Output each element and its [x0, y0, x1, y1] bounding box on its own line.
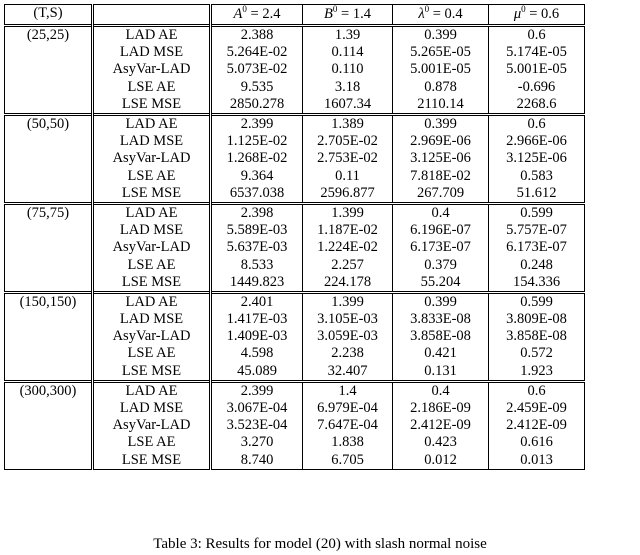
cell-param-lambda: 5.265E-05 — [393, 44, 489, 61]
cell-ts — [5, 79, 93, 96]
table-row — [5, 79, 585, 96]
cell-estimator: AsyVar-LAD — [93, 150, 211, 167]
cell-param-lambda: 0.379 — [393, 256, 489, 273]
cell-estimator: AsyVar-LAD — [93, 417, 211, 434]
table-row — [5, 434, 585, 451]
cell-ts — [5, 328, 93, 345]
cell-param-mu: 0.6 — [489, 381, 585, 400]
table-row — [5, 203, 585, 222]
table-row — [5, 61, 585, 78]
table-row — [5, 114, 585, 133]
cell-ts — [5, 400, 93, 417]
cell-param-a: 2.399 — [211, 381, 303, 400]
cell-param-a: 1.417E-03 — [211, 311, 303, 328]
cell-param-a: 5.589E-03 — [211, 222, 303, 239]
cell-estimator: AsyVar-LAD — [93, 61, 211, 78]
cell-ts — [5, 417, 93, 434]
table-row — [5, 44, 585, 61]
cell-param-lambda: 3.125E-06 — [393, 150, 489, 167]
cell-estimator: LSE AE — [93, 345, 211, 362]
cell-ts — [5, 452, 93, 470]
table-row — [5, 185, 585, 204]
cell-ts — [5, 434, 93, 451]
cell-param-b: 1.39 — [303, 26, 393, 45]
cell-param-lambda: 5.001E-05 — [393, 61, 489, 78]
cell-param-mu: 0.583 — [489, 168, 585, 185]
header-row — [5, 5, 585, 26]
cell-param-b: 3.105E-03 — [303, 311, 393, 328]
cell-ts — [5, 256, 93, 273]
cell-estimator: LAD MSE — [93, 222, 211, 239]
cell-param-a: 5.637E-03 — [211, 239, 303, 256]
cell-param-lambda: 2.186E-09 — [393, 400, 489, 417]
cell-param-lambda: 0.4 — [393, 381, 489, 400]
cell-estimator: LSE AE — [93, 434, 211, 451]
cell-ts — [5, 133, 93, 150]
cell-param-mu: 1.923 — [489, 363, 585, 382]
table-row — [5, 96, 585, 115]
cell-estimator: LSE MSE — [93, 96, 211, 115]
cell-param-a: 2.398 — [211, 203, 303, 222]
table-row — [5, 274, 585, 293]
cell-param-lambda: 7.818E-02 — [393, 168, 489, 185]
cell-param-mu: 5.001E-05 — [489, 61, 585, 78]
cell-ts — [5, 150, 93, 167]
table-row — [5, 311, 585, 328]
cell-param-lambda: 0.399 — [393, 292, 489, 311]
cell-param-lambda: 0.4 — [393, 203, 489, 222]
cell-param-a: 4.598 — [211, 345, 303, 362]
cell-param-mu: 2.966E-06 — [489, 133, 585, 150]
cell-param-b: 6.705 — [303, 452, 393, 470]
table-body — [5, 26, 585, 470]
cell-param-b: 2.238 — [303, 345, 393, 362]
cell-estimator: AsyVar-LAD — [93, 328, 211, 345]
table-row — [5, 256, 585, 273]
results-table — [4, 4, 585, 470]
table-row — [5, 133, 585, 150]
cell-param-b: 3.18 — [303, 79, 393, 96]
cell-param-mu: 2268.6 — [489, 96, 585, 115]
cell-ts: (300,300) — [5, 381, 93, 400]
cell-param-b: 1.399 — [303, 292, 393, 311]
cell-param-b: 1.187E-02 — [303, 222, 393, 239]
cell-param-mu: 3.125E-06 — [489, 150, 585, 167]
cell-param-lambda: 0.012 — [393, 452, 489, 470]
cell-param-a: 8.740 — [211, 452, 303, 470]
cell-estimator: LAD AE — [93, 114, 211, 133]
cell-param-mu: 154.336 — [489, 274, 585, 293]
cell-estimator: LAD MSE — [93, 44, 211, 61]
cell-param-mu: 3.858E-08 — [489, 328, 585, 345]
cell-estimator: LSE MSE — [93, 363, 211, 382]
cell-param-mu: 0.248 — [489, 256, 585, 273]
cell-param-a: 2.388 — [211, 26, 303, 45]
cell-param-b: 2596.877 — [303, 185, 393, 204]
cell-param-lambda: 267.709 — [393, 185, 489, 204]
cell-param-b: 2.753E-02 — [303, 150, 393, 167]
cell-ts — [5, 363, 93, 382]
cell-estimator: LAD MSE — [93, 133, 211, 150]
cell-param-a: 1.125E-02 — [211, 133, 303, 150]
cell-param-a: 1.268E-02 — [211, 150, 303, 167]
cell-param-mu: 0.572 — [489, 345, 585, 362]
cell-param-mu: 5.757E-07 — [489, 222, 585, 239]
cell-param-a: 2850.278 — [211, 96, 303, 115]
table-row — [5, 345, 585, 362]
cell-ts — [5, 345, 93, 362]
cell-param-mu: 0.616 — [489, 434, 585, 451]
cell-param-mu: 5.174E-05 — [489, 44, 585, 61]
table-row — [5, 363, 585, 382]
cell-ts: (150,150) — [5, 292, 93, 311]
cell-param-lambda: 2110.14 — [393, 96, 489, 115]
cell-param-b: 0.110 — [303, 61, 393, 78]
cell-param-lambda: 0.878 — [393, 79, 489, 96]
cell-estimator: LSE AE — [93, 256, 211, 273]
cell-param-b: 7.647E-04 — [303, 417, 393, 434]
cell-ts — [5, 96, 93, 115]
cell-param-lambda: 6.196E-07 — [393, 222, 489, 239]
cell-ts — [5, 311, 93, 328]
cell-param-lambda: 0.399 — [393, 26, 489, 45]
table-row — [5, 239, 585, 256]
cell-param-mu: 0.6 — [489, 26, 585, 45]
cell-estimator: LSE MSE — [93, 185, 211, 204]
cell-param-a: 9.364 — [211, 168, 303, 185]
cell-ts — [5, 61, 93, 78]
cell-param-a: 2.399 — [211, 114, 303, 133]
cell-param-b: 0.114 — [303, 44, 393, 61]
cell-param-lambda: 6.173E-07 — [393, 239, 489, 256]
cell-ts — [5, 222, 93, 239]
cell-param-mu: 0.599 — [489, 292, 585, 311]
cell-param-b: 6.979E-04 — [303, 400, 393, 417]
cell-estimator: LAD AE — [93, 203, 211, 222]
cell-estimator: LAD AE — [93, 26, 211, 45]
cell-ts — [5, 239, 93, 256]
table-row — [5, 292, 585, 311]
cell-param-mu: 0.599 — [489, 203, 585, 222]
cell-param-lambda: 0.399 — [393, 114, 489, 133]
cell-param-b: 0.11 — [303, 168, 393, 185]
header-param-a: $A^0 = 2.4$ — [211, 5, 303, 26]
cell-param-a: 3.067E-04 — [211, 400, 303, 417]
cell-param-mu: 2.459E-09 — [489, 400, 585, 417]
table-row — [5, 417, 585, 434]
cell-param-b: 2.705E-02 — [303, 133, 393, 150]
cell-estimator: LAD AE — [93, 381, 211, 400]
header-param-lambda: $\lambda^0 = 0.4$ — [393, 5, 489, 26]
header-param-mu: $\mu^0 = 0.6$ — [489, 5, 585, 26]
cell-param-lambda: 2.412E-09 — [393, 417, 489, 434]
cell-param-lambda: 55.204 — [393, 274, 489, 293]
cell-param-b: 2.257 — [303, 256, 393, 273]
cell-param-lambda: 0.421 — [393, 345, 489, 362]
table-row — [5, 328, 585, 345]
cell-param-a: 5.073E-02 — [211, 61, 303, 78]
cell-ts — [5, 274, 93, 293]
cell-param-mu: 3.809E-08 — [489, 311, 585, 328]
cell-param-a: 1449.823 — [211, 274, 303, 293]
table-row — [5, 26, 585, 45]
cell-param-mu: 2.412E-09 — [489, 417, 585, 434]
cell-param-b: 1.389 — [303, 114, 393, 133]
cell-param-a: 6537.038 — [211, 185, 303, 204]
cell-param-lambda: 0.131 — [393, 363, 489, 382]
header-param-b: $B^0 = 1.4$ — [303, 5, 393, 26]
cell-estimator: LSE AE — [93, 168, 211, 185]
cell-param-lambda: 3.858E-08 — [393, 328, 489, 345]
cell-param-b: 1.4 — [303, 381, 393, 400]
cell-param-b: 32.407 — [303, 363, 393, 382]
cell-param-b: 3.059E-03 — [303, 328, 393, 345]
cell-param-a: 5.264E-02 — [211, 44, 303, 61]
cell-estimator: LSE MSE — [93, 274, 211, 293]
cell-param-a: 45.089 — [211, 363, 303, 382]
cell-param-mu: 6.173E-07 — [489, 239, 585, 256]
cell-param-b: 1607.34 — [303, 96, 393, 115]
table-row — [5, 400, 585, 417]
header-ts: (T,S) — [5, 5, 93, 26]
cell-estimator: LAD MSE — [93, 311, 211, 328]
cell-param-b: 1.399 — [303, 203, 393, 222]
cell-estimator: LSE MSE — [93, 452, 211, 470]
table-row — [5, 452, 585, 470]
cell-estimator: LAD AE — [93, 292, 211, 311]
cell-param-b: 224.178 — [303, 274, 393, 293]
cell-param-a: 1.409E-03 — [211, 328, 303, 345]
cell-param-a: 3.523E-04 — [211, 417, 303, 434]
table-row — [5, 150, 585, 167]
cell-param-a: 8.533 — [211, 256, 303, 273]
header-estimator — [93, 5, 211, 26]
cell-param-lambda: 3.833E-08 — [393, 311, 489, 328]
table-row — [5, 168, 585, 185]
cell-param-lambda: 2.969E-06 — [393, 133, 489, 150]
cell-ts — [5, 185, 93, 204]
table-row — [5, 222, 585, 239]
cell-param-mu: 0.6 — [489, 114, 585, 133]
cell-param-a: 2.401 — [211, 292, 303, 311]
cell-param-b: 1.224E-02 — [303, 239, 393, 256]
cell-ts: (75,75) — [5, 203, 93, 222]
cell-ts: (25,25) — [5, 26, 93, 45]
cell-ts — [5, 168, 93, 185]
cell-param-lambda: 0.423 — [393, 434, 489, 451]
cell-ts: (50,50) — [5, 114, 93, 133]
table-row — [5, 381, 585, 400]
cell-param-mu: 0.013 — [489, 452, 585, 470]
cell-param-a: 3.270 — [211, 434, 303, 451]
cell-estimator: AsyVar-LAD — [93, 239, 211, 256]
cell-ts — [5, 44, 93, 61]
table-caption: Table 3: Results for model (20) with slash normal noise — [153, 536, 487, 552]
cell-estimator: LSE AE — [93, 79, 211, 96]
cell-param-b: 1.838 — [303, 434, 393, 451]
cell-param-mu: -0.696 — [489, 79, 585, 96]
cell-estimator: LAD MSE — [93, 400, 211, 417]
cell-param-a: 9.535 — [211, 79, 303, 96]
cell-param-mu: 51.612 — [489, 185, 585, 204]
